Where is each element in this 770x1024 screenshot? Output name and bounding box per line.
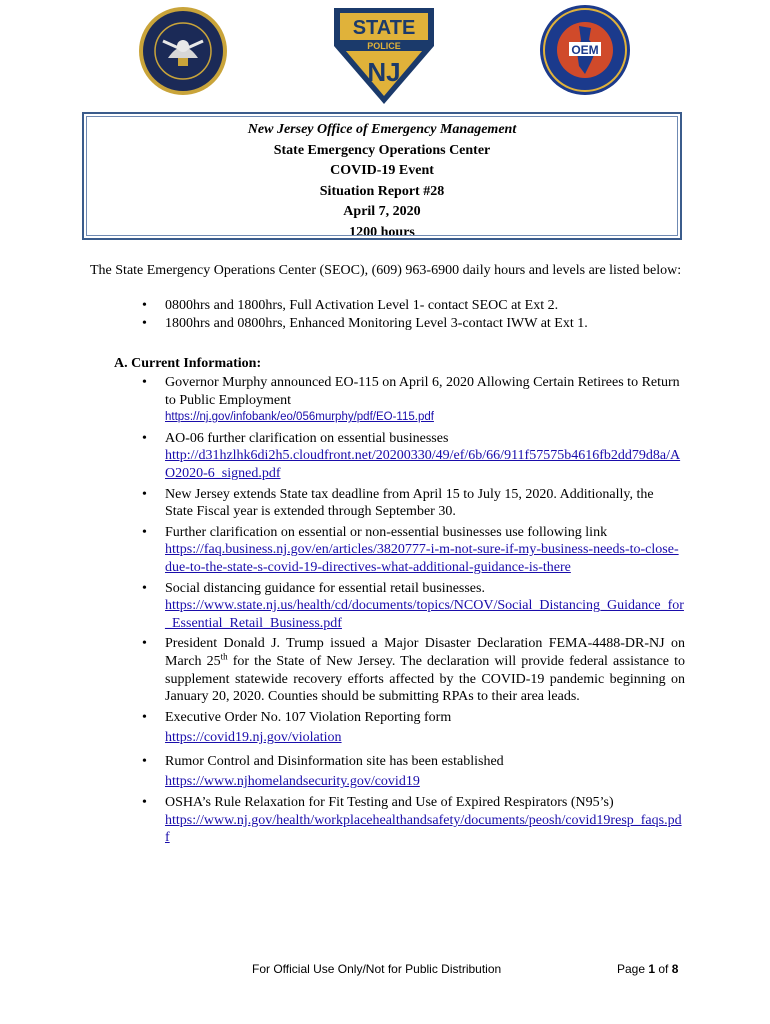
level-text: 0800hrs and 1800hrs, Full Activation Level 1- contact SEOC at Ext 2.: [165, 298, 559, 313]
list-item: [140, 524, 685, 577]
page-number: [617, 962, 678, 976]
disaster-text-end: for the State of New Jersey. The declaration will provide federal assistance to supplement statewide recovery efforts affected by the COVID-19 pandemic beginning on January 20, 2020. Counties should be submitting RPAs to their area leads.: [165, 653, 685, 705]
ordinal-suffix: th: [220, 651, 228, 662]
business-faq-link[interactable]: https://faq.business.nj.gov/en/articles/3820777-i-m-not-sure-if-my-business-needs-to-close-due-to-the-state-s-covid-19-directives-what-additional-guidance-is-there: [165, 542, 679, 575]
oem-seal: [539, 4, 631, 96]
level-text: 1800hrs and 0800hrs, Enhanced Monitoring Level 3-contact IWW at Ext 1.: [165, 316, 588, 331]
page-current: 1: [648, 962, 656, 976]
violation-link[interactable]: https://covid19.nj.gov/violation: [165, 730, 342, 746]
eo115-link[interactable]: https://nj.gov/infobank/eo/056murphy/pdf/EO-115.pdf: [165, 411, 434, 424]
info-text: OSHA’s Rule Relaxation for Fit Testing and Use of Expired Respirators (N95’s): [165, 795, 614, 811]
info-text: AO-06 further clarification on essential businesses: [165, 430, 449, 446]
bullet-icon: •: [142, 524, 147, 540]
report-title-box: [82, 112, 682, 240]
bullet-icon: •: [142, 580, 147, 596]
list-item: [140, 709, 685, 747]
bullet-icon: •: [142, 430, 147, 446]
list-item: [90, 297, 690, 315]
header-agency: New Jersey Office of Emergency Management: [247, 122, 517, 137]
list-item: [140, 430, 685, 483]
disaster-text-start: President Donald J. Trump issued a Major Disaster Declaration FEMA-4488-DR-NJ on March 25: [165, 636, 685, 669]
list-item: [90, 315, 690, 333]
info-text: Executive Order No. 107 Violation Reporting form: [165, 709, 452, 725]
nj-state-seal: [138, 6, 228, 96]
list-item: [140, 374, 685, 427]
info-text: New Jersey extends State tax deadline from April 15 to July 15, 2020. Additionally, the State Fiscal year is extended through September 30.: [165, 486, 654, 520]
footer-distribution-note: For Official Use Only/Not for Public Distribution: [252, 962, 502, 976]
bullet-icon: •: [142, 636, 147, 652]
page-label: Page: [617, 962, 649, 976]
info-text: [165, 635, 685, 705]
header-center: State Emergency Operations Center: [273, 142, 491, 158]
bullet-icon: •: [142, 795, 147, 811]
header-event: COVID-19 Event: [330, 163, 434, 178]
info-text: Rumor Control and Disinformation site has been established: [165, 753, 504, 769]
bullet-icon: •: [142, 709, 147, 725]
info-text: Governor Murphy announced EO-115 on April 6, 2020 Allowing Certain Retirees to Return to Public Employment: [165, 375, 680, 408]
bullet-icon: •: [142, 753, 147, 769]
activation-levels-list: [90, 297, 690, 333]
current-info-list: [140, 374, 685, 850]
list-item: [140, 635, 685, 705]
social-distancing-link[interactable]: https://www.state.nj.us/health/cd/documents/topics/NCOV/Social_Distancing_Guidance_for_Essential_Retail_Business.pdf: [165, 598, 684, 631]
badge-state-text: STATE: [352, 17, 416, 39]
oem-text: OEM: [571, 43, 599, 57]
ao06-link[interactable]: http://d31hzlhk6di2h5.cloudfront.net/20200330/49/ef/6b/66/911f57575b4616fb2dd79d8a/AO2020-6_signed.pdf: [165, 448, 681, 481]
bullet-icon: •: [142, 298, 147, 313]
badge-nj-text: NJ: [367, 57, 401, 87]
header-time: 1200 hours: [349, 224, 415, 240]
bullet-icon: •: [142, 486, 147, 502]
badge-police-text: POLICE: [367, 41, 401, 51]
info-text: Further clarification on essential or non-essential businesses use following link: [165, 524, 608, 540]
page-of: of: [655, 962, 672, 976]
rumor-control-link[interactable]: https://www.njhomelandsecurity.gov/covid19: [165, 774, 420, 790]
header-report-number: Situation Report #28: [319, 183, 445, 199]
list-item: [140, 753, 685, 791]
bullet-icon: •: [142, 316, 147, 331]
info-text: Social distancing guidance for essential retail businesses.: [165, 580, 485, 596]
section-heading: A. Current Information:: [114, 356, 262, 371]
intro-paragraph: The State Emergency Operations Center (SEOC), (609) 963-6900 daily hours and levels are listed below:: [90, 263, 682, 278]
osha-faq-link[interactable]: https://www.nj.gov/health/workplacehealthandsafety/documents/peosh/covid19resp_faqs.pdf: [165, 812, 682, 846]
state-police-badge: [331, 6, 437, 106]
header-date: April 7, 2020: [343, 204, 421, 219]
bullet-icon: •: [142, 375, 147, 390]
list-item: [140, 794, 685, 847]
list-item: [140, 580, 685, 633]
page-total: 8: [671, 962, 679, 976]
list-item: [140, 486, 685, 521]
